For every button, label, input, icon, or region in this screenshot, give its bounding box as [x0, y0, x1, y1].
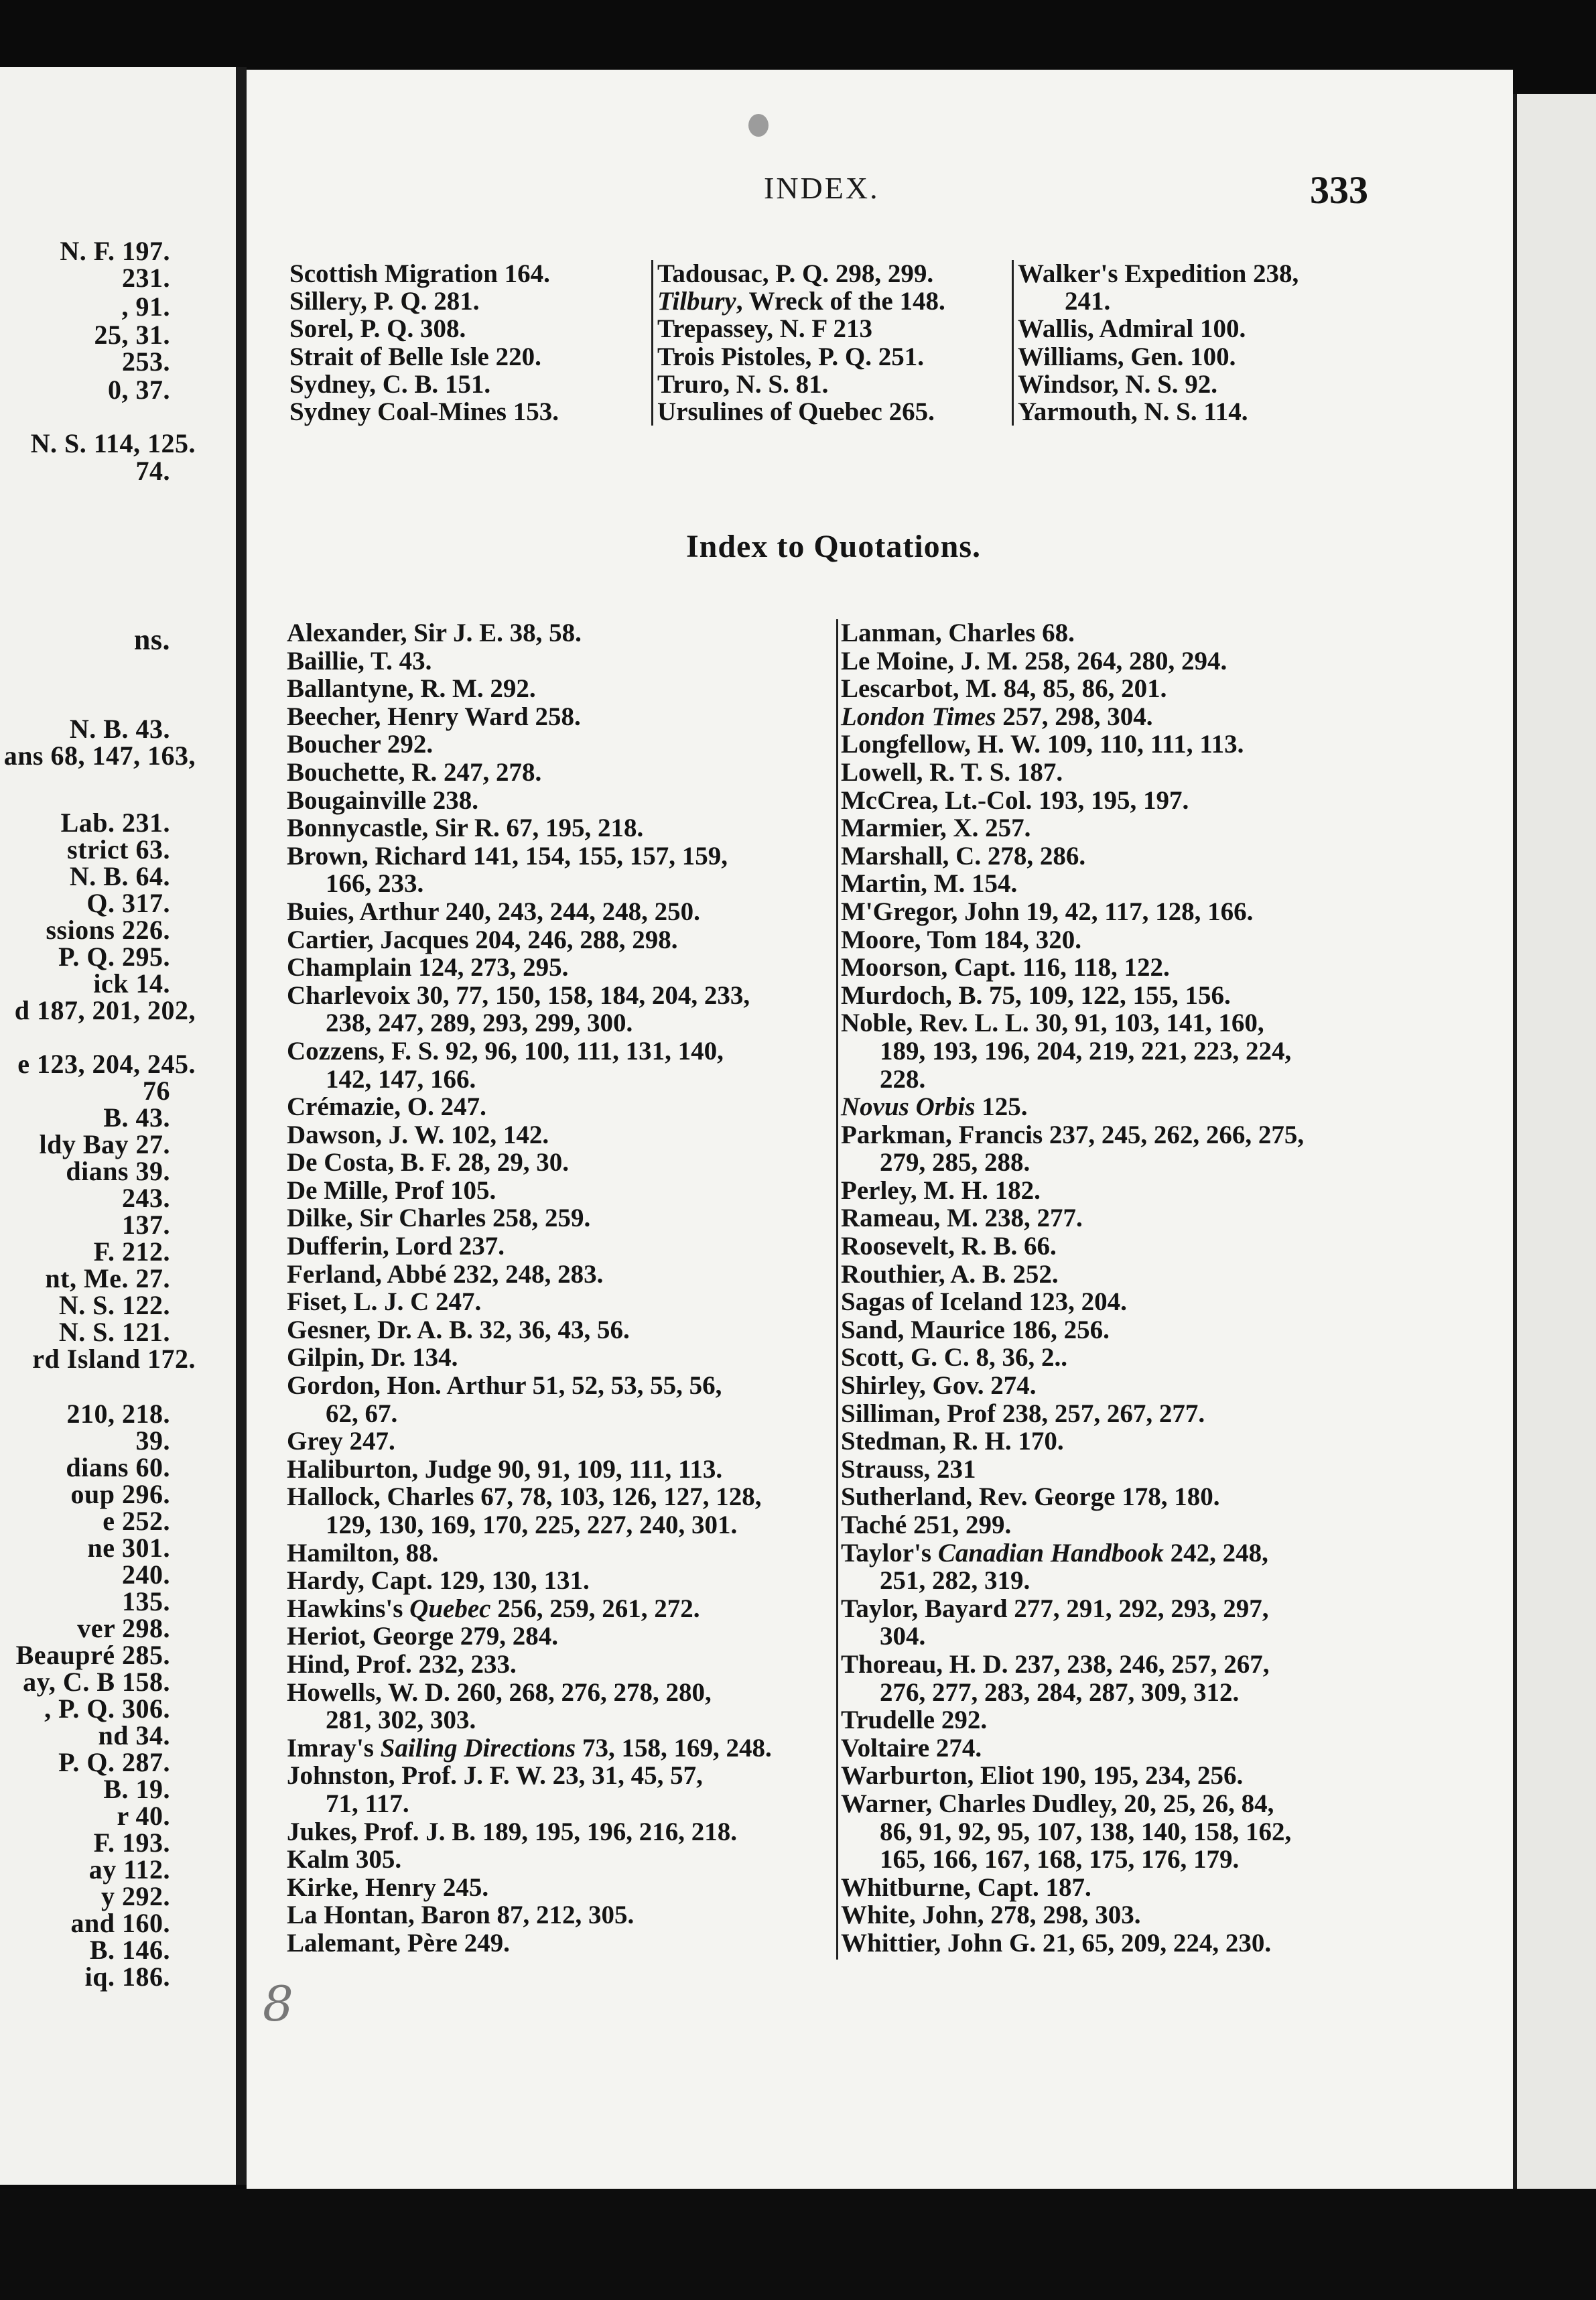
quotation-entry: M'Gregor, John 19, 42, 117, 128, 166.	[841, 897, 1254, 926]
quotation-entry: Thoreau, H. D. 237, 238, 246, 257, 267,	[841, 1649, 1270, 1679]
facing-page-text: N. S. 122.	[58, 1290, 170, 1320]
quotation-entry: Sutherland, Rev. George 178, 180.	[841, 1482, 1220, 1512]
quotation-entry: Marshall, C. 278, 286.	[841, 841, 1086, 871]
quotation-entry: Moorson, Capt. 116, 118, 122.	[841, 953, 1170, 982]
facing-page-text: Lab. 231.	[60, 808, 170, 838]
facing-page-text: e 123, 204, 245.	[17, 1049, 196, 1079]
quotation-entry: Gilpin, Dr. 134.	[287, 1343, 458, 1372]
quotation-entry: 279, 285, 288.	[880, 1148, 1030, 1177]
facing-page-text: d 187, 201, 202,	[14, 995, 196, 1025]
quotation-entry: Bouchette, R. 247, 278.	[287, 757, 542, 787]
section-title	[0, 528, 1596, 565]
quotations-left-column	[287, 619, 772, 1958]
quotation-entry: Dufferin, Lord 237.	[287, 1232, 505, 1261]
facing-page-text: N. F. 197.	[60, 236, 170, 266]
quotation-entry: Noble, Rev. L. L. 30, 91, 103, 141, 160,	[841, 1009, 1264, 1038]
facing-page-text: iq. 186.	[84, 1962, 170, 1992]
quotation-entry: London Times 257, 298, 304.	[841, 702, 1153, 731]
facing-page-text: 243.	[122, 1183, 170, 1213]
facing-page-text: 74.	[135, 456, 170, 486]
index-entry: Wallis, Admiral 100.	[1018, 314, 1246, 344]
quotation-entry: Shirley, Gov. 274.	[841, 1371, 1037, 1401]
facing-page-text: rd Island 172.	[32, 1344, 196, 1374]
facing-page-text: 240.	[122, 1559, 170, 1590]
index-entry: Windsor, N. S. 92.	[1018, 369, 1218, 399]
facing-page-text: strict 63.	[67, 834, 170, 865]
index-entry: Trepassey, N. F 213	[657, 314, 873, 344]
facing-page-text: 137.	[122, 1210, 170, 1240]
quotation-entry: Lescarbot, M. 84, 85, 86, 201.	[841, 674, 1167, 704]
facing-page-text: N. B. 64.	[69, 861, 170, 891]
quotation-entry: Bonnycastle, Sir R. 67, 195, 218.	[287, 814, 644, 843]
italic-title: Quebec	[409, 1594, 491, 1623]
quotation-entry: Lowell, R. T. S. 187.	[841, 757, 1063, 787]
italic-title: Sailing Directions	[380, 1733, 576, 1763]
facing-page-text: 39.	[135, 1425, 170, 1456]
quotation-entry: Alexander, Sir J. E. 38, 58.	[287, 619, 582, 647]
quotation-entry: Moore, Tom 184, 320.	[841, 925, 1081, 954]
quotation-entry: Warburton, Eliot 190, 195, 234, 256.	[841, 1761, 1244, 1791]
quotation-entry: Buies, Arthur 240, 243, 244, 248, 250.	[287, 897, 700, 926]
facing-page-text: ver 298.	[77, 1613, 170, 1643]
quotation-entry: Longfellow, H. W. 109, 110, 111, 113.	[841, 730, 1244, 759]
index-entry: Truro, N. S. 81.	[657, 369, 829, 399]
quotation-entry: Voltaire 274.	[841, 1733, 982, 1763]
quotation-entry: Silliman, Prof 238, 257, 267, 277.	[841, 1399, 1205, 1428]
quotation-entry: Hardy, Capt. 129, 130, 131.	[287, 1566, 590, 1596]
index-entry: Scottish Migration 164.	[289, 259, 550, 288]
facing-page-text: , 91.	[121, 292, 170, 322]
quotation-entry: Sagas of Iceland 123, 204.	[841, 1287, 1127, 1317]
quotation-entry: 189, 193, 196, 204, 219, 221, 223, 224,	[880, 1036, 1292, 1066]
facing-page-text: F. 193.	[93, 1828, 170, 1858]
quotation-entry: 238, 247, 289, 293, 299, 300.	[326, 1009, 633, 1038]
facing-page-text: ick 14.	[93, 968, 170, 999]
facing-page-text: e 252.	[103, 1506, 170, 1536]
index-entry: Strait of Belle Isle 220.	[289, 342, 541, 371]
facing-page-text: ans 68, 147, 163,	[3, 741, 196, 771]
page-gutter	[236, 67, 247, 2185]
facing-page-text: , P. Q. 306.	[44, 1694, 170, 1724]
facing-page-text: 25, 31.	[94, 320, 170, 350]
index-entry: Ursulines of Quebec 265.	[657, 397, 935, 426]
quotation-entry: Whitburne, Capt. 187.	[841, 1872, 1091, 1902]
quotation-entry: Roosevelt, R. B. 66.	[841, 1232, 1057, 1261]
italic-title: Canadian Handbook	[937, 1538, 1164, 1568]
quotation-entry: Heriot, George 279, 284.	[287, 1622, 559, 1651]
facing-page-text: B. 146.	[89, 1935, 170, 1965]
facing-page-text: 210, 218.	[66, 1399, 170, 1429]
quotation-entry: Whittier, John G. 21, 65, 209, 224, 230.	[841, 1928, 1272, 1958]
index-entry: 241.	[1065, 287, 1111, 316]
quotation-entry: Taylor's Canadian Handbook 242, 248,	[841, 1538, 1268, 1568]
facing-page-text: ay, C. B 158.	[23, 1667, 170, 1697]
pencil-mark: 8	[263, 1976, 293, 2032]
page-edge	[1513, 94, 1596, 2189]
facing-page-text: 0, 37.	[108, 375, 170, 405]
facing-page-text: and 160.	[70, 1908, 170, 1938]
facing-page-text: Q. 317.	[86, 888, 170, 918]
quotation-entry: Perley, M. H. 182.	[841, 1175, 1041, 1205]
scan-border	[0, 2189, 1596, 2300]
facing-page-text: 76	[143, 1076, 170, 1106]
quotation-entry: Cartier, Jacques 204, 246, 288, 298.	[287, 925, 678, 954]
quotation-entry: Kirke, Henry 245.	[287, 1872, 489, 1902]
quotation-entry: 281, 302, 303.	[326, 1706, 476, 1735]
quotation-entry: Brown, Richard 141, 154, 155, 157, 159,	[287, 841, 728, 871]
quotation-entry: Grey 247.	[287, 1427, 395, 1456]
top-index-column-1	[289, 260, 559, 426]
facing-page-text: P. Q. 287.	[58, 1747, 170, 1777]
quotations-right-column	[836, 619, 1304, 1960]
facing-page-text: B. 43.	[103, 1102, 170, 1133]
quotation-entry: Crémazie, O. 247.	[287, 1092, 486, 1122]
facing-page-text: ssions 226.	[46, 915, 170, 945]
facing-page-text: P. Q. 295.	[58, 942, 170, 972]
facing-page-text: r 40.	[117, 1801, 170, 1831]
quotation-entry: 228.	[880, 1064, 926, 1094]
quotation-entry: 304.	[880, 1622, 926, 1651]
quotation-entry: Trudelle 292.	[841, 1706, 988, 1735]
quotation-entry: Imray's Sailing Directions 73, 158, 169, 248.	[287, 1733, 772, 1763]
quotation-entry: Martin, M. 154.	[841, 869, 1018, 899]
index-entry: Sorel, P. Q. 308.	[289, 314, 466, 344]
quotation-entry: Boucher 292.	[287, 730, 434, 759]
quotation-entry: 165, 166, 167, 168, 175, 176, 179.	[880, 1845, 1240, 1874]
quotation-entry: 142, 147, 166.	[326, 1064, 476, 1094]
index-entry: Tadousac, P. Q. 298, 299.	[657, 259, 934, 288]
quotation-entry: Marmier, X. 257.	[841, 814, 1031, 843]
facing-page-text: dians 39.	[66, 1156, 170, 1186]
facing-page-text: B. 19.	[103, 1774, 170, 1804]
quotation-entry: Hind, Prof. 232, 233.	[287, 1649, 517, 1679]
quotation-entry: 276, 277, 283, 284, 287, 309, 312.	[880, 1677, 1240, 1707]
quotation-entry: De Mille, Prof 105.	[287, 1175, 496, 1205]
page-number: 333	[1310, 168, 1368, 212]
quotation-entry: Stedman, R. H. 170.	[841, 1427, 1064, 1456]
facing-page-text: 231.	[122, 263, 170, 293]
facing-page-text: ldy Bay 27.	[39, 1129, 170, 1159]
quotation-entry: Cozzens, F. S. 92, 96, 100, 111, 131, 140,	[287, 1036, 724, 1066]
quotation-entry: Ballantyne, R. M. 292.	[287, 674, 536, 704]
quotation-entry: Lalemant, Père 249.	[287, 1928, 510, 1958]
index-entry: Tilbury, Wreck of the 148.	[657, 287, 945, 316]
quotation-entry: Routhier, A. B. 252.	[841, 1259, 1059, 1289]
facing-page-text: N. B. 43.	[69, 714, 170, 744]
quotation-entry: De Costa, B. F. 28, 29, 30.	[287, 1148, 570, 1177]
quotation-entry: 62, 67.	[326, 1399, 398, 1428]
facing-page-fragment	[0, 67, 236, 2185]
quotation-entry: Taché 251, 299.	[841, 1511, 1012, 1539]
quotation-entry: Gordon, Hon. Arthur 51, 52, 53, 55, 56,	[287, 1371, 722, 1401]
italic-title: Novus Orbis	[841, 1092, 976, 1122]
italic-title: London Times	[841, 702, 996, 731]
index-entry: Sydney, C. B. 151.	[289, 369, 491, 399]
quotation-entry: Lanman, Charles 68.	[841, 619, 1075, 647]
facing-page-text: ne 301.	[87, 1533, 170, 1563]
index-entry: Trois Pistoles, P. Q. 251.	[657, 342, 924, 371]
facing-page-text: y 292.	[101, 1881, 170, 1911]
section-title-text: Index to Quotations.	[685, 529, 982, 564]
quotation-entry: Bougainville 238.	[287, 785, 479, 815]
quotation-entry: Johnston, Prof. J. F. W. 23, 31, 45, 57,	[287, 1761, 703, 1791]
facing-page-text: N. S. 114, 125.	[30, 428, 196, 458]
facing-page-text: nt, Me. 27.	[45, 1263, 170, 1293]
quotation-entry: Hawkins's Quebec 256, 259, 261, 272.	[287, 1594, 700, 1623]
facing-page-text: oup 296.	[70, 1479, 170, 1509]
quotation-entry: McCrea, Lt.-Col. 193, 195, 197.	[841, 785, 1189, 815]
quotation-entry: Beecher, Henry Ward 258.	[287, 702, 581, 731]
quotation-entry: Jukes, Prof. J. B. 189, 195, 196, 216, 218.	[287, 1817, 738, 1846]
binding-hole	[748, 114, 769, 137]
quotation-entry: Dawson, J. W. 102, 142.	[287, 1120, 549, 1149]
quotation-entry: Charlevoix 30, 77, 150, 158, 184, 204, 233,	[287, 980, 750, 1010]
quotation-entry: Baillie, T. 43.	[287, 646, 432, 676]
index-entry: Williams, Gen. 100.	[1018, 342, 1236, 371]
facing-page-text: 135.	[122, 1586, 170, 1616]
quotation-entry: La Hontan, Baron 87, 212, 305.	[287, 1901, 635, 1930]
quotation-entry: Murdoch, B. 75, 109, 122, 155, 156.	[841, 980, 1231, 1010]
running-head: INDEX.	[764, 171, 880, 205]
facing-page-text: ns.	[133, 623, 170, 656]
quotation-entry: Dilke, Sir Charles 258, 259.	[287, 1204, 591, 1233]
facing-page-text: N. S. 121.	[58, 1317, 170, 1347]
quotation-entry: Rameau, M. 238, 277.	[841, 1204, 1083, 1233]
quotation-entry: Fiset, L. J. C 247.	[287, 1287, 482, 1317]
quotation-entry: Taylor, Bayard 277, 291, 292, 293, 297,	[841, 1594, 1269, 1623]
facing-page-text: Beaupré 285.	[15, 1640, 170, 1670]
quotation-entry: Champlain 124, 273, 295.	[287, 953, 569, 982]
quotation-entry: Scott, G. C. 8, 36, 2..	[841, 1343, 1067, 1372]
quotation-entry: Novus Orbis 125.	[841, 1092, 1028, 1122]
quotation-entry: 166, 233.	[326, 869, 424, 899]
index-entry: Yarmouth, N. S. 114.	[1018, 397, 1248, 426]
quotation-entry: Howells, W. D. 260, 268, 276, 278, 280,	[287, 1677, 712, 1707]
quotation-entry: Le Moine, J. M. 258, 264, 280, 294.	[841, 646, 1227, 676]
index-entry: Sillery, P. Q. 281.	[289, 287, 480, 316]
quotation-entry: Warner, Charles Dudley, 20, 25, 26, 84,	[841, 1789, 1274, 1818]
quotation-entry: Ferland, Abbé 232, 248, 283.	[287, 1259, 604, 1289]
top-index-column-3	[1012, 260, 1299, 426]
index-entry: Walker's Expedition 238,	[1018, 259, 1299, 288]
quotation-entry: 86, 91, 92, 95, 107, 138, 140, 158, 162,	[880, 1817, 1292, 1846]
quotation-entry: Hamilton, 88.	[287, 1538, 439, 1568]
quotation-entry: 71, 117.	[326, 1789, 409, 1818]
facing-page-text: dians 60.	[66, 1452, 170, 1482]
quotation-entry: Gesner, Dr. A. B. 32, 36, 43, 56.	[287, 1315, 630, 1344]
quotation-entry: Parkman, Francis 237, 245, 262, 266, 275,	[841, 1120, 1305, 1149]
quotation-entry: 129, 130, 169, 170, 225, 227, 240, 301.	[326, 1511, 738, 1539]
top-index-column-2	[651, 260, 945, 426]
italic-title: Tilbury	[657, 287, 736, 316]
quotation-entry: Sand, Maurice 186, 256.	[841, 1315, 1110, 1344]
quotation-entry: 251, 282, 319.	[880, 1566, 1030, 1596]
facing-page-text: F. 212.	[93, 1236, 170, 1267]
quotation-entry: Hallock, Charles 67, 78, 103, 126, 127, 128,	[287, 1482, 762, 1512]
index-entry: Sydney Coal-Mines 153.	[289, 397, 559, 426]
facing-page-text: 253.	[122, 346, 170, 377]
quotation-entry: Kalm 305.	[287, 1845, 402, 1874]
quotation-entry: Strauss, 231	[841, 1454, 976, 1484]
facing-page-text: ay 112.	[88, 1854, 170, 1884]
quotation-entry: Haliburton, Judge 90, 91, 109, 111, 113.	[287, 1454, 723, 1484]
facing-page-text: nd 34.	[98, 1720, 170, 1750]
quotation-entry: White, John, 278, 298, 303.	[841, 1901, 1141, 1930]
